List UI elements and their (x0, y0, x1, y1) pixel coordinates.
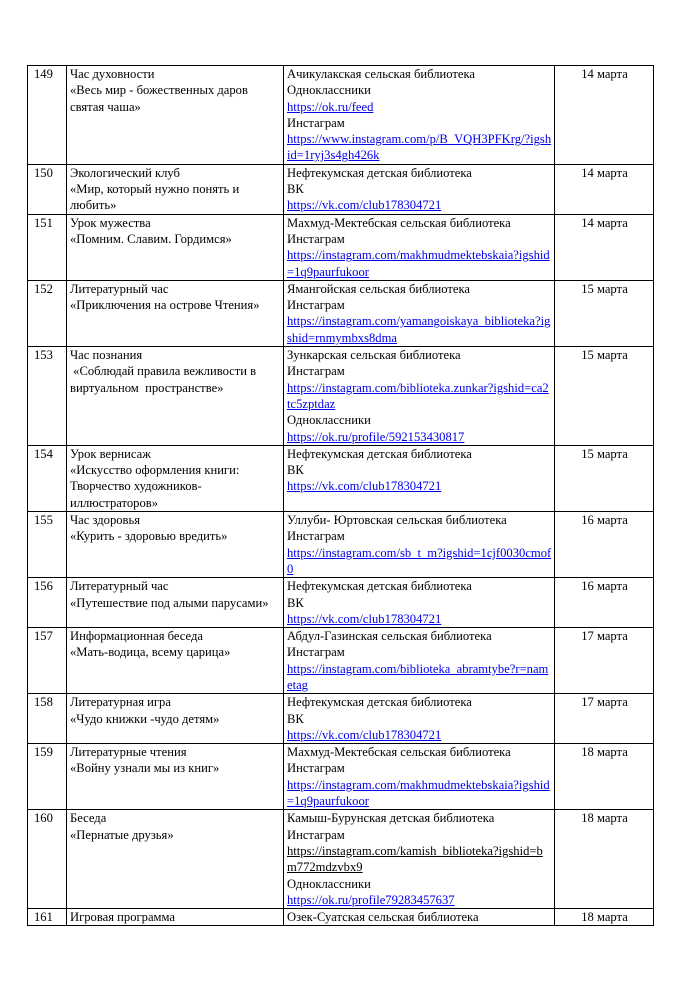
row-number: 154 (28, 445, 67, 511)
platform-link[interactable]: https://instagram.com/yamangoiskaya_biblioteka?igshid=rnmymbxs8dma (287, 314, 551, 345)
event-date: 15 марта (555, 280, 654, 346)
platform-name: ВК (287, 595, 304, 610)
event-date: 18 марта (555, 744, 654, 810)
library-name: Махмуд-Мектебская сельская библиотека (287, 215, 511, 230)
event-date: 14 марта (555, 214, 654, 280)
platform-link[interactable]: https://instagram.com/makhmudmektebskaia?igshid=1q9paurfukoor (287, 248, 550, 279)
venue-cell (284, 909, 555, 926)
event-cell (67, 810, 284, 909)
table-row (28, 214, 654, 280)
row-number: 153 (28, 347, 67, 446)
venue-cell (284, 214, 555, 280)
table-row (28, 578, 654, 628)
event-cell (67, 66, 284, 165)
event-cell (67, 164, 284, 214)
platform-list (287, 181, 552, 214)
platform-entry (287, 115, 552, 164)
table-row (28, 694, 654, 744)
event-type: Информационная беседа (70, 629, 203, 644)
platform-list (287, 297, 552, 346)
event-type: Литературный час (70, 579, 169, 594)
event-date: 14 марта (555, 164, 654, 214)
table-row (28, 445, 654, 511)
event-cell (67, 280, 284, 346)
event-title: «Искусство оформления книги: Творчество художников-иллюстраторов» (70, 463, 243, 510)
platform-link[interactable]: https://instagram.com/sb_t_m?igshid=1cjf0030cmof0 (287, 545, 552, 576)
library-name: Нефтекумская детская библиотека (287, 579, 472, 594)
row-number: 158 (28, 694, 67, 744)
venue-cell (284, 810, 555, 909)
platform-link[interactable]: https://www.instagram.com/p/B_VQH3PFKrg/?igshid=1ryj3s4gh426k (287, 132, 552, 163)
event-cell (67, 909, 284, 926)
venue-cell (284, 512, 555, 578)
event-type: Час духовности (70, 67, 155, 81)
row-number: 157 (28, 628, 67, 694)
event-cell (67, 628, 284, 694)
platform-list (287, 363, 552, 444)
library-name: Камыш-Бурунская детская библиотека (287, 811, 495, 826)
event-type: Литературный час (70, 281, 169, 296)
platform-link[interactable]: https://vk.com/club178304721 (287, 479, 442, 494)
platform-entry (287, 181, 552, 214)
venue-cell (284, 578, 555, 628)
venue-cell (284, 347, 555, 446)
platform-name: Инстаграм (287, 115, 345, 130)
venue-cell (284, 744, 555, 810)
event-title: «Весь мир - божественных даров святая чаша» (70, 83, 252, 114)
platform-entry (287, 462, 552, 495)
event-type: Экологический клуб (70, 165, 180, 180)
platform-link[interactable]: https://instagram.com/makhmudmektebskaia?igshid=1q9paurfukoor (287, 777, 550, 809)
row-number: 160 (28, 810, 67, 909)
library-name: Нефтекумская детская библиотека (287, 695, 472, 710)
library-name: Озек-Суатская сельская библиотека (287, 910, 479, 925)
event-title: «Путешествие под алыми парусами» (70, 595, 269, 610)
venue-cell (284, 628, 555, 694)
library-name: Абдул-Газинская сельская библиотека (287, 629, 492, 644)
row-number: 151 (28, 214, 67, 280)
platform-list (287, 595, 552, 628)
event-cell (67, 578, 284, 628)
table-row (28, 280, 654, 346)
platform-list (287, 528, 552, 577)
event-type: Час познания (70, 348, 143, 363)
library-name: Ямангойская сельская библиотека (287, 281, 470, 296)
event-date: 18 марта (555, 909, 654, 926)
row-number: 156 (28, 578, 67, 628)
row-number: 159 (28, 744, 67, 810)
platform-list (287, 760, 552, 809)
library-name: Уллуби- Юртовская сельская библиотека (287, 513, 507, 528)
platform-list (287, 82, 552, 163)
table-row (28, 909, 654, 926)
table-row (28, 66, 654, 165)
platform-name: ВК (287, 463, 304, 478)
platform-name: ВК (287, 182, 304, 197)
event-type: Игровая программа (70, 910, 175, 925)
platform-name: Инстаграм (287, 827, 345, 842)
events-table-body (28, 66, 654, 926)
venue-cell (284, 66, 555, 165)
platform-list (287, 231, 552, 280)
event-date: 14 марта (555, 66, 654, 165)
platform-name: Одноклассники (287, 876, 371, 891)
platform-name: Инстаграм (287, 364, 345, 379)
platform-entry (287, 760, 552, 809)
event-type: Урок мужества (70, 215, 151, 230)
platform-entry (287, 363, 552, 412)
platform-entry (287, 528, 552, 577)
platform-list (287, 711, 552, 744)
event-title: «Войну узнали мы из книг» (70, 761, 220, 776)
event-title: «Мать-водица, всему царица» (70, 645, 231, 660)
event-title: «Помним. Славим. Гордимся» (70, 231, 232, 246)
platform-list (287, 462, 552, 495)
event-date: 15 марта (555, 347, 654, 446)
platform-entry (287, 644, 552, 693)
table-row (28, 512, 654, 578)
event-type: Беседа (70, 811, 107, 826)
event-cell (67, 744, 284, 810)
events-table (27, 65, 654, 926)
row-number: 150 (28, 164, 67, 214)
library-name: Зункарская сельская библиотека (287, 348, 461, 363)
library-name: Ачикулакская сельская библиотека (287, 67, 475, 81)
event-title: «Приключения на острове Чтения» (70, 298, 260, 313)
venue-cell (284, 445, 555, 511)
library-name: Нефтекумская детская библиотека (287, 446, 472, 461)
event-date: 17 марта (555, 694, 654, 744)
library-name: Махмуд-Мектебская сельская библиотека (287, 745, 511, 760)
table-row (28, 628, 654, 694)
platform-entry (287, 231, 552, 280)
venue-cell (284, 280, 555, 346)
event-cell (67, 512, 284, 578)
event-type: Литературная игра (70, 695, 171, 710)
platform-entry (287, 827, 552, 876)
library-name: Нефтекумская детская библиотека (287, 165, 472, 180)
event-date: 16 марта (555, 512, 654, 578)
platform-entry (287, 412, 552, 445)
platform-name: ВК (287, 711, 304, 726)
event-title: «Пернатые друзья» (70, 827, 174, 842)
platform-link[interactable]: https://vk.com/club178304721 (287, 198, 442, 213)
platform-link[interactable]: https://ok.ru/feed (287, 99, 374, 114)
event-date: 15 марта (555, 445, 654, 511)
event-cell (67, 694, 284, 744)
event-type: Час здоровья (70, 513, 141, 528)
platform-name: Инстаграм (287, 761, 345, 776)
platform-name: Инстаграм (287, 645, 345, 660)
event-title: «Соблюдай правила вежливости в виртуальном пространстве» (70, 364, 260, 395)
platform-entry (287, 297, 552, 346)
venue-cell (284, 694, 555, 744)
table-row (28, 347, 654, 446)
event-title: «Курить - здоровью вредить» (70, 529, 228, 544)
platform-entry (287, 82, 552, 115)
event-title: «Чудо книжки -чудо детям» (70, 711, 220, 726)
event-cell (67, 214, 284, 280)
row-number: 152 (28, 280, 67, 346)
platform-name: Инстаграм (287, 298, 345, 313)
platform-name: Одноклассники (287, 413, 371, 428)
table-row (28, 164, 654, 214)
platform-entry (287, 876, 552, 909)
event-date: 18 марта (555, 810, 654, 909)
platform-entry (287, 711, 552, 744)
event-type: Литературные чтения (70, 745, 187, 760)
platform-link[interactable]: https://ok.ru/profile79283457637 (287, 892, 455, 907)
row-number: 149 (28, 66, 67, 165)
table-row (28, 810, 654, 909)
platform-link[interactable]: https://vk.com/club178304721 (287, 611, 442, 626)
platform-link[interactable]: https://instagram.com/kamish_biblioteka?igshid=bm772mdzvbx9 (287, 843, 543, 875)
platform-link[interactable]: https://instagram.com/biblioteka.zunkar?igshid=ca2tc5zptdaz (287, 380, 549, 411)
row-number: 155 (28, 512, 67, 578)
event-cell (67, 445, 284, 511)
row-number: 161 (28, 909, 67, 926)
event-date: 17 марта (555, 628, 654, 694)
table-row (28, 744, 654, 810)
venue-cell (284, 164, 555, 214)
platform-list (287, 827, 552, 908)
platform-link[interactable]: https://vk.com/club178304721 (287, 727, 442, 742)
event-type: Урок вернисаж (70, 446, 151, 461)
platform-link[interactable]: https://instagram.com/biblioteka_abramtybe?r=nametag (287, 661, 549, 692)
event-date: 16 марта (555, 578, 654, 628)
event-title: «Мир, который нужно понять и любить» (70, 182, 243, 213)
platform-entry (287, 595, 552, 628)
platform-name: Инстаграм (287, 529, 345, 544)
platform-link[interactable]: https://ok.ru/profile/592153430817 (287, 429, 465, 444)
platform-name: Инстаграм (287, 231, 345, 246)
platform-name: Одноклассники (287, 83, 371, 98)
event-cell (67, 347, 284, 446)
platform-list (287, 644, 552, 693)
